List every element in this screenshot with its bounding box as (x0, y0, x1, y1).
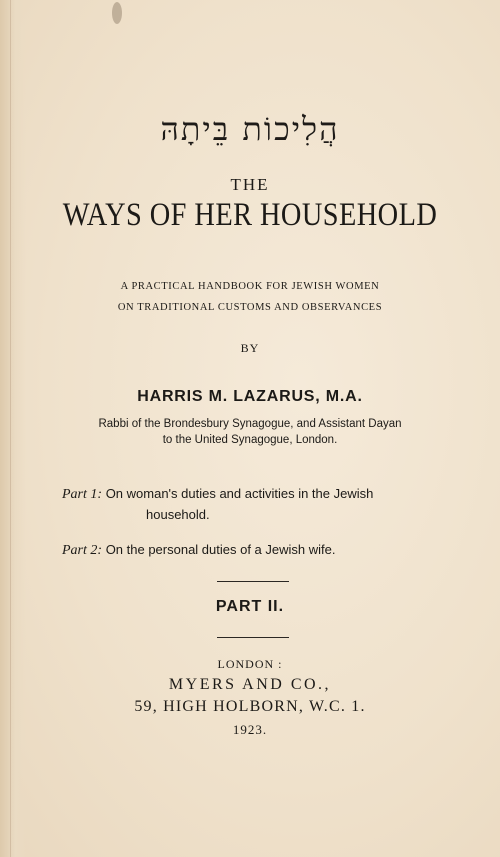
part-2-description (62, 540, 452, 561)
part-2-label: Part 2: (62, 543, 103, 558)
part-1-description (62, 484, 452, 525)
affiliation-line-1: Rabbi of the Brondesbury Synagogue, and Assistant Dayan (98, 418, 402, 430)
divider-top (217, 581, 289, 582)
author-name: HARRIS M. LAZARUS, M.A. (137, 388, 363, 405)
ink-spot (112, 2, 122, 24)
imprint-address: 59, HIGH HOLBORN, W.C. 1. (134, 698, 366, 715)
book-subtitle (0, 276, 500, 318)
subtitle-line-2: ON TRADITIONAL CUSTOMS AND OBSERVANCES (117, 302, 383, 313)
by-label: BY (240, 341, 260, 355)
imprint-publisher: MYERS AND CO., (168, 676, 332, 693)
part-2-text-line-1: On the personal duties of a Jewish wife. (105, 542, 336, 557)
part-number: PART II. (215, 598, 285, 615)
subtitle-line-1: A PRACTICAL HANDBOOK FOR JEWISH WOMEN (120, 281, 380, 292)
hebrew-title: הֲלִיכוֹת בֵּיתָהּ (160, 110, 340, 148)
divider-bottom (217, 637, 289, 638)
part-1-label: Part 1: (62, 487, 103, 502)
title-article: THE (230, 175, 270, 194)
affiliation-line-2: to the United Synagogue, London. (162, 434, 338, 446)
part-1-text-line-1: On woman's duties and activities in the Jewish (105, 486, 374, 501)
part-1-text-line-2: household. (146, 507, 210, 522)
imprint-city: LONDON : (217, 657, 283, 671)
author-affiliation (0, 416, 500, 448)
book-title: WAYS OF HER HOUSEHOLD (62, 197, 438, 233)
imprint-year: 1923. (232, 722, 268, 737)
